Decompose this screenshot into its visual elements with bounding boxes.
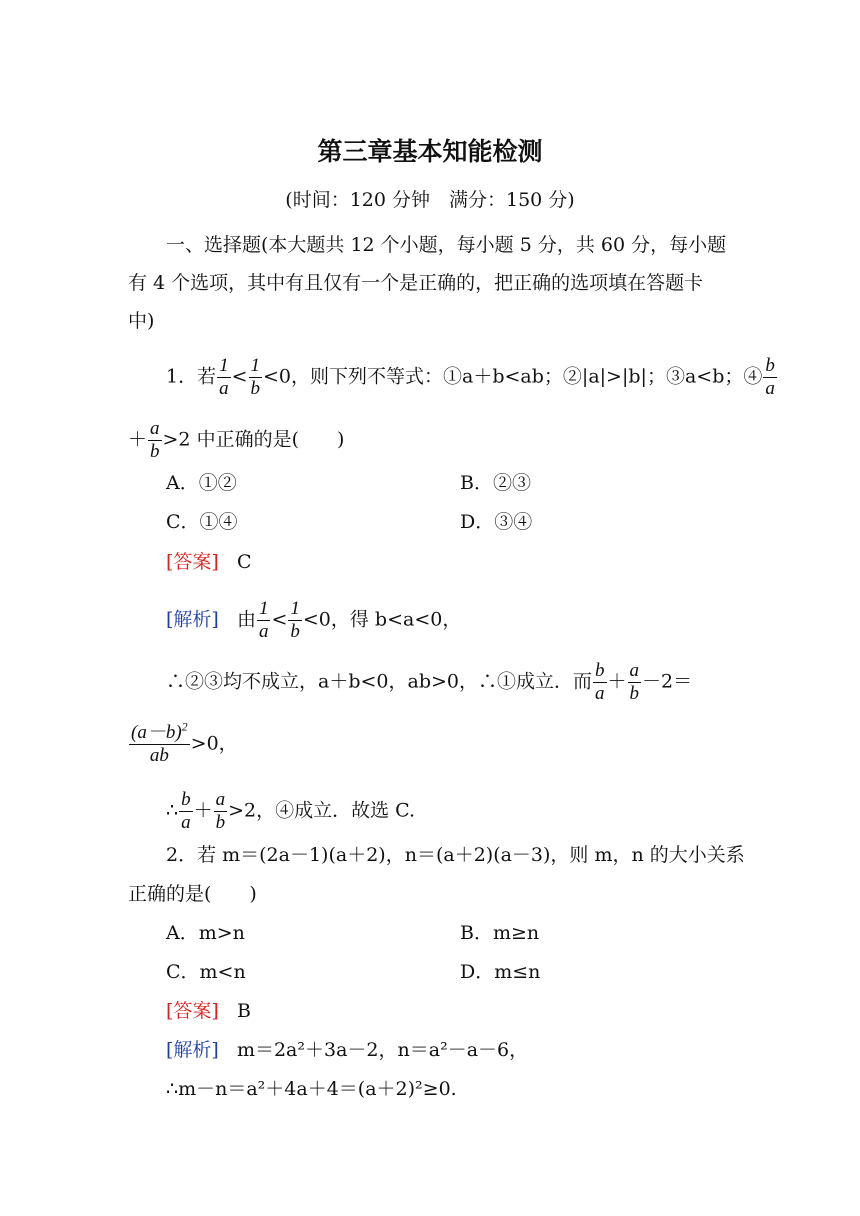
q1-answer <box>166 549 252 575</box>
answer-value: C <box>236 551 252 573</box>
q2-stem-line2: 正确的是( ) <box>128 883 257 905</box>
q1-option-c: C．①④ <box>166 511 238 533</box>
fraction-1-over-b: $\frac{1}{b}$ <box>290 598 300 642</box>
exam-meta: (时间：120 分钟 满分：150 分) <box>285 189 575 211</box>
answer-label: [答案] <box>166 1000 219 1022</box>
fraction-1-over-b: $\frac{1}{b}$ <box>250 355 261 399</box>
answer-value: B <box>236 1000 251 1022</box>
q1-option-d: D．③④ <box>460 511 533 533</box>
section-heading-line2: 有 4 个选项，其中有且仅有一个是正确的，把正确的选项填在答题卡 <box>128 272 704 294</box>
fraction-square-over-ab: $\frac{(a-b)^2}{ab}$ <box>131 719 188 766</box>
analysis-label: [解析] <box>166 608 219 631</box>
fraction-1-over-a: $\frac{1}{a}$ <box>258 598 269 642</box>
page-title: 第三章基本知能检测 <box>317 137 543 166</box>
q1-stem-end: >2 中正确的是( ) <box>162 428 345 451</box>
q1-stem: 1．若 $\frac{1}{a}$ < $\frac{1}{b}$ <0，则下列不等式：①a＋b<ab；②|a|>|b|；③a<b；④ $\frac{b}{a}$ <box>166 355 775 399</box>
q2-option-d: D．m≤n <box>460 961 541 983</box>
fraction-1-over-a: $\frac{1}{a}$ <box>219 355 229 399</box>
q1-stem-cont: ＋ $\frac{a}{b}$ >2 中正确的是( ) <box>128 418 345 462</box>
q2-analysis-line2: ∴m－n＝a²＋4a＋4＝(a＋2)²≥0. <box>166 1078 457 1100</box>
q1-option-b: B．②③ <box>460 472 531 494</box>
analysis-text: <0，得 b<a<0， <box>302 608 462 631</box>
q1-analysis-line3: $\frac{(a-b)^2}{ab}$ >0， <box>131 719 238 766</box>
q1-stem-text: <0，则下列不等式：①a＋b<ab；②|a|>|b|；③a<b；④ <box>263 365 763 388</box>
q2-stem-line1: 2．若 m＝(2a－1)(a＋2)，n＝(a＋2)(a－3)，则 m，n 的大小关系 <box>166 844 745 866</box>
section-heading-line1: 一、选择题(本大题共 12 个小题，每小题 5 分，共 60 分，每小题 <box>166 234 727 256</box>
q1-analysis-line2: ∴②③均不成立，a＋b<0，ab>0，∴①成立．而 $\frac{b}{a}$ ＋ $\frac{a}{b}$ －2＝ <box>166 660 693 704</box>
fraction-b-over-a: $\frac{b}{a}$ <box>181 789 191 833</box>
analysis-label: [解析] <box>166 1039 219 1061</box>
fraction-a-over-b: $\frac{a}{b}$ <box>629 660 640 704</box>
q1-analysis-line1: [解析] 由 $\frac{1}{a}$ < $\frac{1}{b}$ <0，得 b<a<0， <box>166 598 462 642</box>
q1-analysis-line4: ∴ $\frac{b}{a}$ ＋ $\frac{a}{b}$ >2，④成立．故选 C. <box>166 789 416 833</box>
q1-prefix: 1．若 <box>166 365 217 388</box>
section-heading-line3: 中) <box>128 310 155 332</box>
q2-option-c: C．m<n <box>166 961 246 983</box>
q2-option-a: A．m>n <box>166 922 245 944</box>
q2-analysis-line1: [解析] m＝2a²＋3a－2，n＝a²－a－6， <box>166 1039 529 1061</box>
q1-option-a: A．①② <box>166 472 237 494</box>
q2-answer <box>166 998 251 1024</box>
q2-option-b: B．m≥n <box>460 922 540 944</box>
fraction-a-over-b: $\frac{a}{b}$ <box>150 418 160 462</box>
fraction-b-over-a: $\frac{b}{a}$ <box>595 660 605 704</box>
answer-label: [答案] <box>166 551 219 573</box>
fraction-b-over-a: $\frac{b}{a}$ <box>765 355 775 399</box>
fraction-a-over-b: $\frac{a}{b}$ <box>215 789 226 833</box>
